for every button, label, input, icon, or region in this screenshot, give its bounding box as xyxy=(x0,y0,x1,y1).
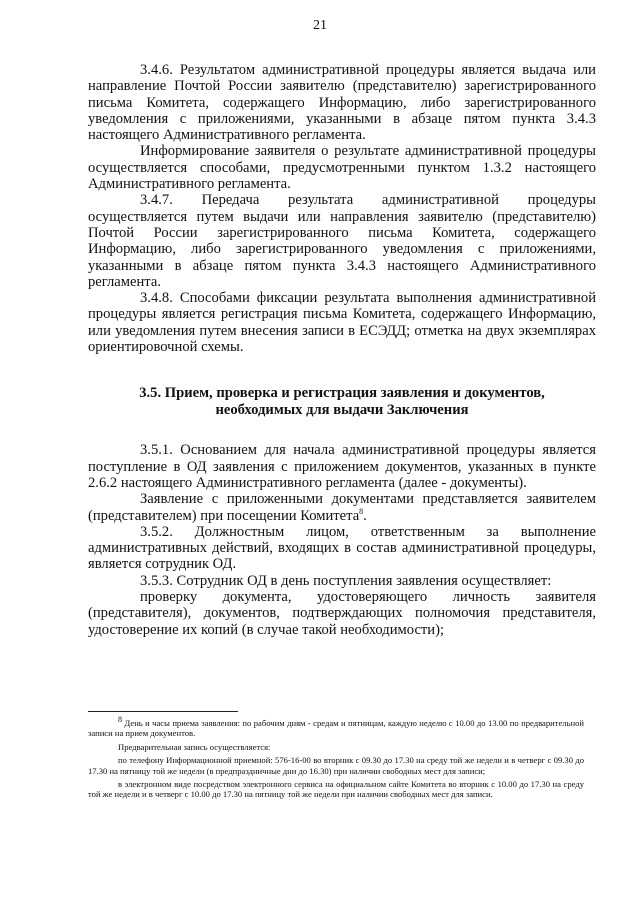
spacer xyxy=(88,418,596,442)
section-heading-line-2: необходимых для выдачи Заключения xyxy=(215,401,469,418)
paragraph-3-5-2: 3.5.2. Должностным лицом, ответственным за выполнение административных действий, входящих в состав административной процедуры, является сотрудник ОД. xyxy=(88,523,596,573)
footnote-8-text: День и часы приема заявления: по рабочим дням - средам и пятницам, каждую неделю с 10.00 до 13.00 по предварительной записи на прием документов. xyxy=(88,718,584,739)
footnote-divider xyxy=(88,711,238,712)
paragraph-3-5-1-submission xyxy=(88,491,596,524)
footnote-online: в электронном виде посредством электронного сервиса на официальном сайте Комитета во вторник с 10.00 до 17.30 на среду той же недели и в четверг с 10.00 до 17.30 на пятницу той же недели при наличии свободных мест для записи. xyxy=(88,779,584,800)
paragraph-3-4-6: 3.4.6. Результатом административной процедуры является выдача или направление Почтой России заявителю (представителю) зарегистрированного письма Комитета, содержащего Информацию, либо зарегистрированного уведомления с приложениями, указанными в абзаце пятом пункта 3.4.3 настоящего Административного регламента. xyxy=(88,62,596,144)
footnote-prebooking: Предварительная запись осуществляется: xyxy=(118,741,271,752)
section-heading-line-1: 3.5. Прием, проверка и регистрация заявления и документов, xyxy=(139,385,545,402)
paragraph-3-5-3-check: проверку документа, удостоверяющего личность заявителя (представителя), документов, подтверждающих полномочия представителя, удостоверение их копий (в случае такой необходимости); xyxy=(88,589,596,638)
paragraph-3-4-6-informing: Информирование заявителя о результате административной процедуры осуществляется способами, предусмотренными пунктом 1.3.2 настоящего Административного регламента. xyxy=(88,143,596,193)
paragraph-3-5-3: 3.5.3. Сотрудник ОД в день поступления заявления осуществляет: xyxy=(140,572,552,589)
paragraph-3-5-1: 3.5.1. Основанием для начала административной процедуры является поступление в ОД заявления с приложением документов, указанных в пункте 2.6.2 настоящего Административного регламента (далее - документы). xyxy=(88,442,596,491)
submission-end: . xyxy=(363,507,367,524)
submission-text: Заявление с приложенными документами представляется заявителем (представителем) при посещении Комитета xyxy=(88,491,596,524)
spacer xyxy=(88,355,596,385)
paragraph-3-4-8: 3.4.8. Способами фиксации результата выполнения административной процедуры является регистрация письма Комитета, содержащего Информацию, или уведомления путем внесения записи в ЕСЭДД; отметка на двух экземплярах ориентировочной схемы. xyxy=(88,290,596,356)
footnote-mark: 8 xyxy=(118,715,122,725)
footnote-8 xyxy=(88,715,584,739)
footnote-phone: по телефону Информационной приемной: 576-16-00 во вторник с 09.30 до 17.30 на среду той же недели и в четверг с 09.30 до 17.30 на пятницу той же недели (в предпраздничные дни до 16.30) при наличии свободных мест для записи; xyxy=(88,755,584,776)
paragraph-3-4-7: 3.4.7. Передача результата административной процедуры осуществляется путем выдачи или направления заявителю (представителю) Почтой России зарегистрированного письма Комитета, содержащего Информацию, либо зарегистрированного уведомления с приложениями, указанными в абзаце пятом пункта 3.4.3 настоящего Административного регламента. xyxy=(88,192,596,290)
page-number: 21 xyxy=(313,18,327,33)
footnote-ref: 8 xyxy=(359,506,364,516)
document-body xyxy=(88,62,596,638)
footnotes xyxy=(88,715,584,803)
